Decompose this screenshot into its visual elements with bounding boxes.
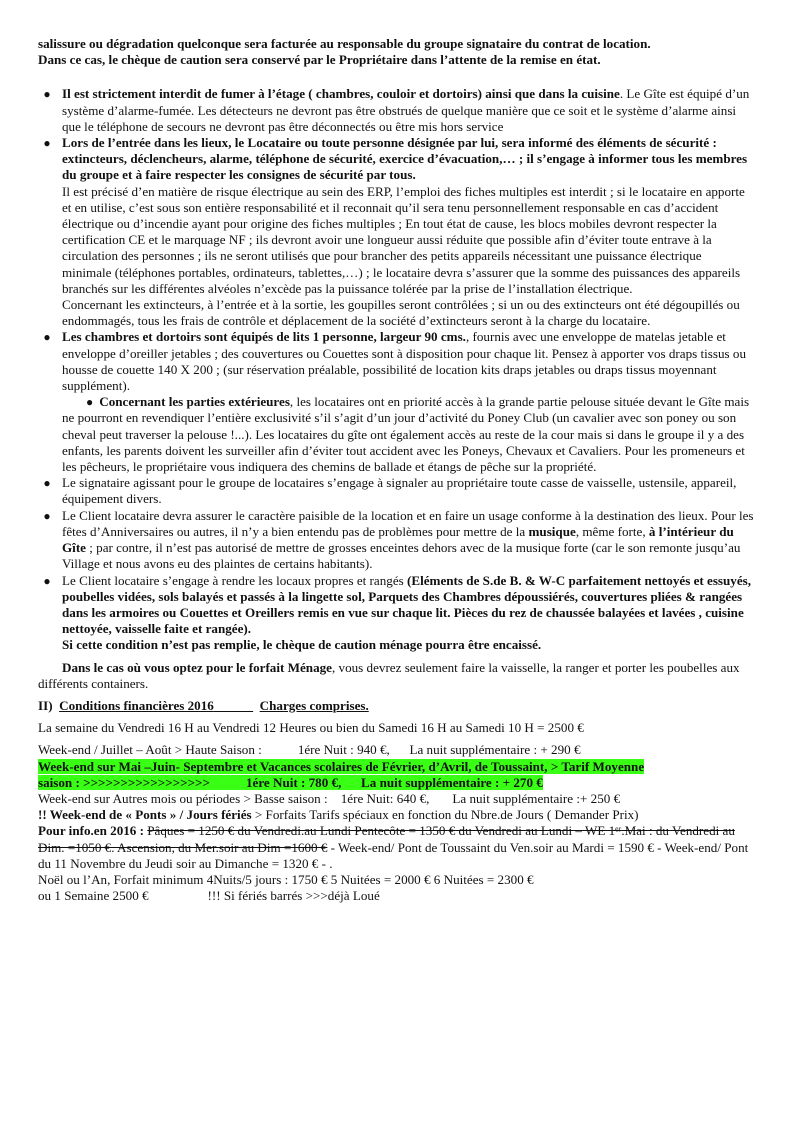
tarif-info-2016: Pour info.en 2016 : Pâques = 1250 € du Vendredi.au Lundi Pentecôte = 1350 € du Vendredi au Lundi – WE 1ᵉʳ.Mai : du Vendredi au Dim. =1050 €. Ascension, du Mer.soir au Dim =1600 € - Week-end/ Pont de Toussaint du Ven.soir au Mardi = 1590 € - Week-end/ Pont du 11 Novembre du Jeudi soir au Dimanche = 1320 € - . [38, 823, 749, 871]
extinguisher-paragraph: Concernant les extincteurs, à l’entrée et à la sortie, les goupilles seront contrôlées ; si un ou des extincteurs ont été dégoupillés ou endommagés, tous les frais de contrôle et déplacement de la société d’extincteurs seront à la charge du locataire. [62, 297, 740, 329]
bullet-icon: ● [43, 476, 51, 491]
tarif-semaine: La semaine du Vendredi 16 H au Vendredi 12 Heures ou bien du Samedi 16 H au Samedi 10 H = 2500 € [38, 720, 584, 736]
list-item-smoking: ● Il est strictement interdit de fumer à l’étage ( chambres, couloir et dortoirs) ainsi que dans la cuisine. Le Gîte est équipé d’un système d’alarme-fumée. Les détecteurs ne devront pas être obstrués de quelque manière que ce soit et le système d’alarme ainsi que le téléphone de secours ne devront pas être déconnectés ou être mis hors service [38, 86, 754, 135]
electrical-paragraph: Il est précisé d’en matière de risque électrique au sein des ERP, l’emploi des fiches multiples est interdit ; si le locataire en apporte et en utilise, c’est sous son entière responsabilité et il reconnait qu’il sera tenu personnellement responsable en cas d’accident électrique ou d’incendie ayant pour origine des fiches multiples ; En tout état de cause, les blocs mobiles devront respecter la certification CE et le marquage NF ; ils devront avoir une longueur aussi réduite que possible afin d’éviter toute entrave à la circulation des personnes ; ils ne seront utilisés que pour brancher des petits appareils nécessitant une puissance électrique minimale (téléphones portables, ordinateurs, tablettes,…) ; le locataire devra s’assurer que la somme des puissances des appareils branchés sur les différentes alvéoles n’excède pas la puissance tolérée par la prise de l’installation électrique. [62, 183, 745, 296]
bullet-icon: ● [43, 136, 51, 151]
bullet-icon: ● [43, 330, 51, 345]
tarif-noel: Noël ou l’An, Forfait minimum 4Nuits/5 jours : 1750 € 5 Nuitées = 2000 € 6 Nuitées = 2300 € [38, 871, 534, 887]
list-item-noise: ● Le Client locataire devra assurer le caractère paisible de la location et en faire un usage conforme à la destination des lieux. Pour les fêtes d’Anniversaires ou autres, il n’y a bien entendu pas de problèmes pour mettre de la musique, même forte, à l’intérieur du Gîte ; par contre, il n’est pas autorisé de mettre de grosses enceintes dehors avec de la musique forte (car le son remonte jusqu’au Village et nous avons eu des plaintes de certains habitants). [38, 508, 754, 573]
list-item-security: ● Lors de l’entrée dans les lieux, le Locataire ou toute personne désignée par lui, sera informé des éléments de sécurité : extincteurs, déclencheurs, alarme, téléphone de sécurité, exercice d’évacuation,… ; il s’engage à informer tous les membres du groupe et à faire respecter les consignes de sécurité par tous. Il est précisé d’en matière de risque électrique au sein des ERP, l’emploi des fiches multiples est interdit ; si le locataire en apporte et en utilise, c’est sous son entière responsabilité et il reconnait qu’il sera tenu personnellement responsable en cas d’accident électrique ou d’incendie ayant pour origine des fiches multiples ; En tout état de cause, les blocs mobiles devront respecter la certification CE et le marquage NF ; ils devront avoir une longueur aussi réduite que possible afin d’éviter toute entrave à la circulation des personnes ; ils ne seront utilisés que pour brancher des petits appareils nécessitant une puissance électrique minimale (téléphones portables, ordinateurs, tablettes,…) ; le locataire devra s’assurer que la somme des puissances des appareils branchés sur les différentes alvéoles n’excède pas la puissance tolérée par la prise de l’installation électrique. Concernant les extincteurs, à l’entrée et à la sortie, les goupilles seront contrôlées ; si un ou des extincteurs ont été dégoupillés ou endommagés, tous les frais de contrôle et déplacement de la société d’extincteurs seront à la charge du locataire. [38, 135, 754, 329]
intro-line-1: salissure ou dégradation quelconque sera facturée au responsable du groupe signataire du contrat de location. [38, 36, 651, 51]
menage-paragraph: Dans le cas où vous optez pour le forfait Ménage, vous devrez seulement faire la vaisselle, la ranger et porter les poubelles aux différents containers. [38, 659, 740, 691]
document-page [38, 36, 754, 904]
tarif-moyenne-saison: Week-end sur Mai –Juin- Septembre et Vacances scolaires de Février, d’Avril, de Toussaint, > Tarif Moyenne saison : >>>>>>>>>>>>>>>>> 1ére Nuit : 780 €, La nuit supplémentaire : + 270 € [38, 758, 645, 790]
section-2-title: Conditions financières 2016 [59, 697, 214, 713]
tarif-semaine-2: ou 1 Semaine 2500 € !!! Si fériés barrés >>>déjà Loué [38, 888, 380, 904]
bullet-icon: ● [43, 87, 51, 102]
list-item-beds: ● Les chambres et dortoirs sont équipés de lits 1 personne, largeur 90 cms., fournis avec une enveloppe de matelas jetable et enveloppe d’oreiller jetables ; des couvertures ou Couettes sont à disposition pour chaque lit. Pensez à apporter vos draps tissus ou housse de couette 140 X 200 ; (sur réservation préalable, possibilité de location kits draps jetables ou draps tissus moyennant supplément). [38, 329, 754, 394]
tarif-ponts: !! Week-end de « Ponts » / Jours fériés > Forfaits Tarifs spéciaux en fonction du Nbre.de Jours ( Demander Prix) [38, 807, 639, 823]
list-item-breakage: ● Le signataire agissant pour le groupe de locataires s’engage à signaler au propriétaire toute casse de vaisselle, ustensile, appareil, équipement divers. [38, 475, 754, 507]
bullet-icon: ● [43, 573, 51, 588]
list-item-cleaning: ● Le Client locataire s’engage à rendre les locaux propres et rangés (Eléments de S.de B. & W-C parfaitement nettoyés et essuyés, poubelles vidées, sols balayés et passés à la lingette sol, Parquets des Chambres dépoussiérés, couvertures pliées & rangées dans les armoires ou Couettes et Oreillers remis en vue sur chaque lit. Pièces du rez de chaussée balayées et lavées , cuisine nettoyée, vaisselle faite et rangée). Si cette condition n’est pas remplie, le chèque de caution ménage pourra être encaissé. [38, 573, 754, 654]
tarif-basse-saison: Week-end sur Autres mois ou périodes > Basse saison : 1ére Nuit: 640 €, La nuit supplémentaire :+ 250 € [38, 790, 621, 806]
bullet-icon: ● [43, 508, 51, 523]
bullet-icon: ● [86, 395, 100, 410]
tarif-haute-saison: Week-end / Juillet – Août > Haute Saison : 1ére Nuit : 940 €, La nuit supplémentaire : + 290 € [38, 742, 581, 758]
caution-warning: Si cette condition n’est pas remplie, le chèque de caution ménage pourra être encaissé. [62, 637, 542, 653]
intro-line-2: Dans ce cas, le chèque de caution sera conservé par le Propriétaire dans l’attente de la remise en état. [38, 52, 601, 68]
list-item-outdoor: ● Concernant les parties extérieures, les locataires ont en priorité accès à la grande partie pelouse située devant le Gîte mais ne pourront en revendiquer l’entière exclusivité s’il s’agit d’un jour d’activité du Poney Club (un cavalier avec son poney ou son cheval peut traverser la pelouse !...). Les locataires du gîte ont également accès au reste de la cour mais si dans le groupe il y a des enfants, les parents doivent les surveiller afin d’éviter tout accident avec les Poneys, Chevaux et Cavaliers. Pour les promeneurs et les pêcheurs, le propriétaire vous indiquera des chemins de ballade et étangs de pêche sur la propriété. [62, 394, 750, 475]
section-2-heading: II) Conditions financières 2016 Charges comprises. [38, 697, 369, 713]
charges-label: Charges comprises. [259, 697, 369, 713]
